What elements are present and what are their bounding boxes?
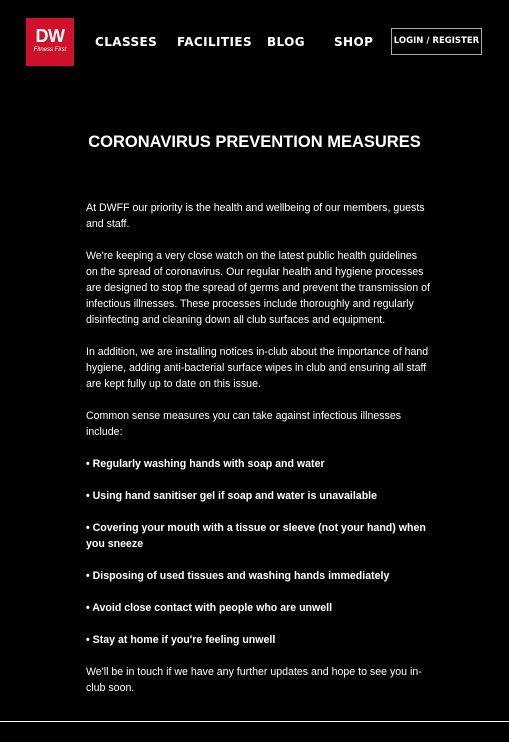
bullet-item: • Disposing of used tissues and washing hands immediately [86, 570, 390, 582]
closing-paragraph: We'll be in touch if we have any further updates and hope to see you in-club soon. [86, 666, 422, 694]
nav-classes[interactable]: CLASSES [95, 35, 158, 49]
footer-divider [0, 721, 509, 722]
bullet-item: • Stay at home if you're feeling unwell [86, 634, 276, 646]
bullet-item: • Regularly washing hands with soap and water [86, 458, 325, 470]
login-register-button[interactable]: LOGIN / REGISTER [391, 28, 482, 55]
nav-shop[interactable]: SHOP [334, 35, 374, 49]
paragraph-in-club: In addition, we are installing notices in-club about the importance of hand hygiene, adding anti-bacterial surface wipes in club and ensuring all staff are kept fully up to date on this issue. [86, 346, 429, 390]
page-title: CORONAVIRUS PREVENTION MEASURES [88, 133, 421, 151]
nav-blog[interactable]: BLOG [267, 35, 306, 49]
article-body [86, 200, 431, 712]
logo-subtext: Fitness First [33, 47, 67, 53]
bullet-item: • Covering your mouth with a tissue or sleeve (not your hand) when you sneeze [86, 522, 426, 550]
paragraph-common-sense: Common sense measures you can take against infectious illnesses include: [86, 410, 402, 438]
paragraph-guidelines: We're keeping a very close watch on the latest public health guidelines on the spread of coronavirus. Our regular health and hygiene processes are designed to stop the spread of germs and prevent the transmission of infectious illnesses. These processes include thoroughly and regularly disinfecting and cleaning down all club surfaces and equipment. [86, 250, 430, 326]
brand-logo[interactable] [26, 18, 74, 66]
intro-paragraph: At DWFF our priority is the health and wellbeing of our members, guests and staff. [86, 202, 425, 230]
logo-text: DW [35, 26, 65, 46]
bullet-item: • Avoid close contact with people who are unwell [86, 602, 333, 614]
nav-facilities[interactable]: FACILITIES [177, 35, 252, 49]
site-header [0, 0, 509, 88]
bullet-item: • Using hand sanitiser gel if soap and water is unavailable [86, 490, 377, 502]
